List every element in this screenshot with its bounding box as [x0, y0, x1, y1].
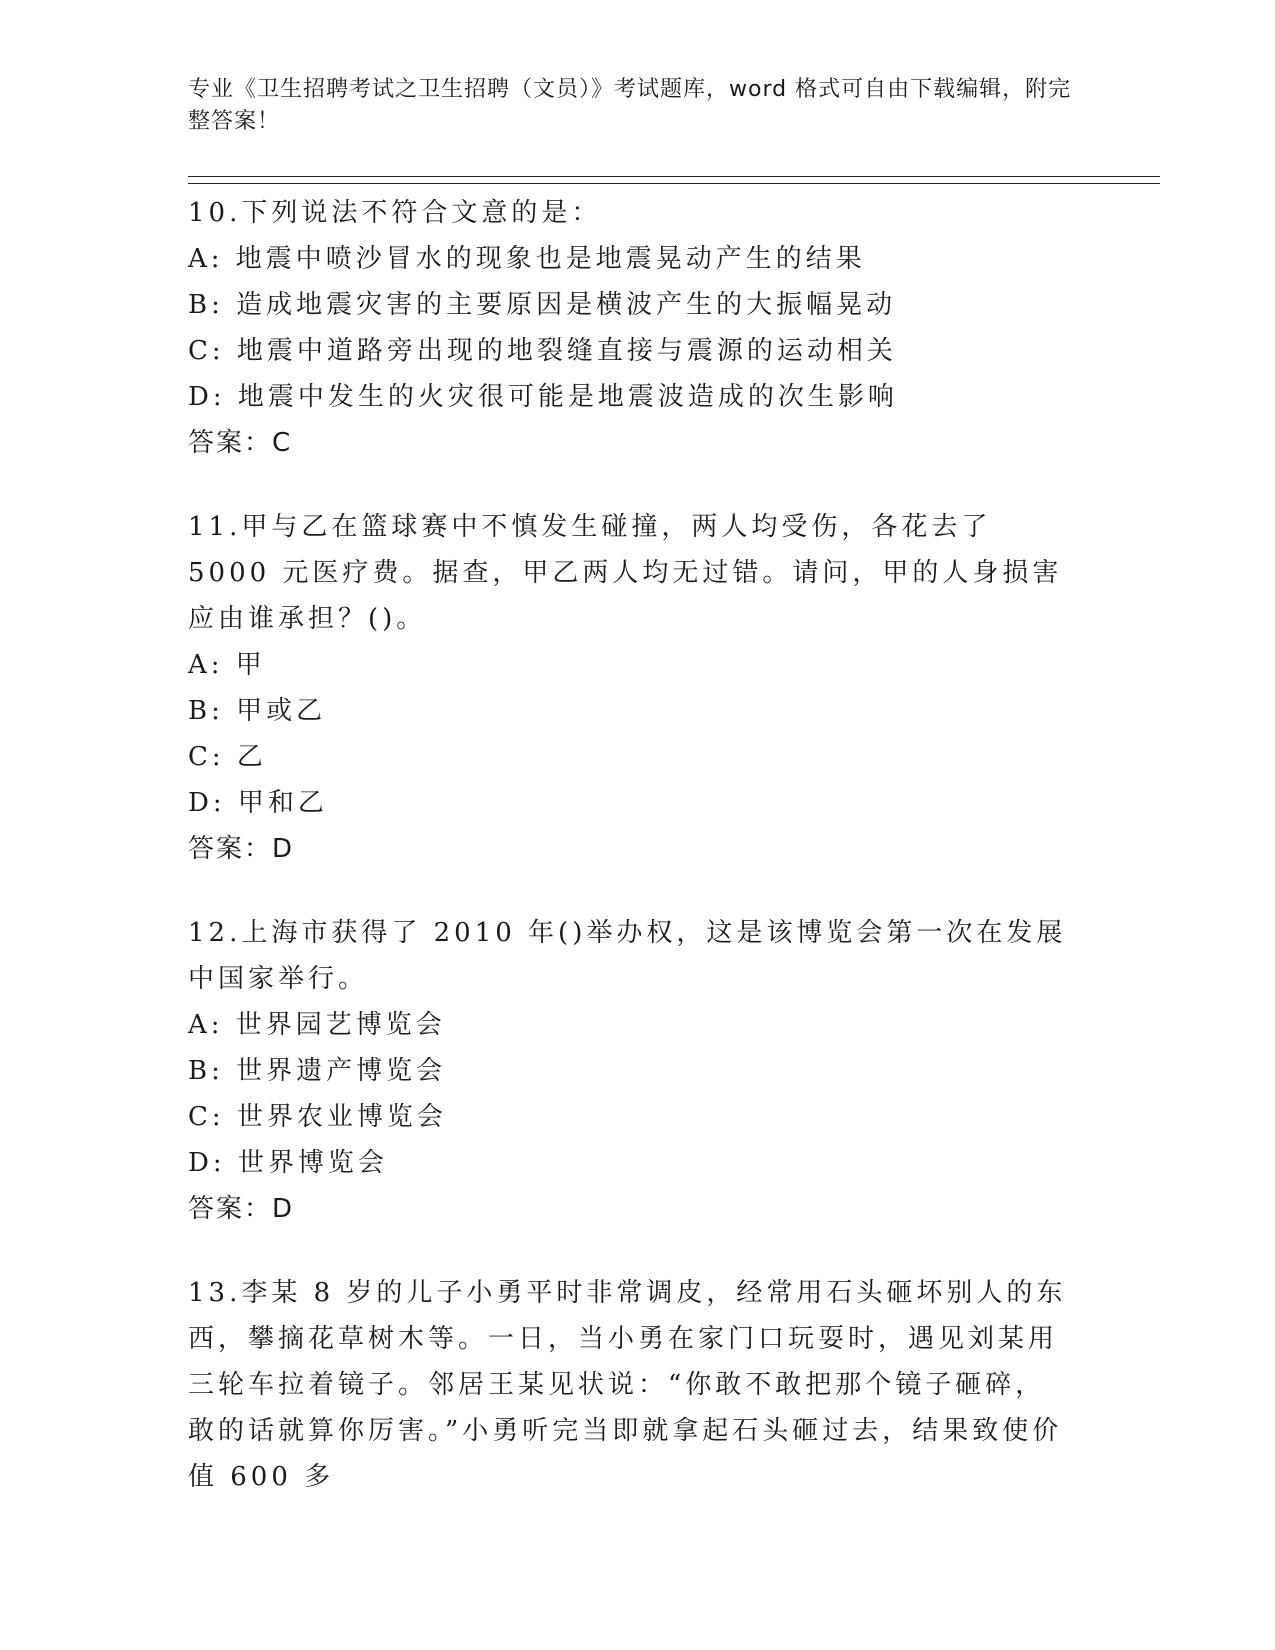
header-divider-bottom [188, 183, 1160, 184]
option-a: A: 甲 [188, 650, 266, 680]
answer-line: 答案：C [188, 428, 293, 458]
answer-line: 答案：D [188, 1194, 295, 1224]
question-11 [188, 504, 1068, 872]
option-b: B: 世界遗产博览会 [188, 1056, 447, 1086]
option-b: B: 造成地震灾害的主要原因是横波产生的大振幅晃动 [188, 290, 897, 320]
question-text: 13.李某 8 岁的儿子小勇平时非常调皮，经常用石头砸坏别人的东西，攀摘花草树木等。一日，当小勇在家门口玩耍时，遇见刘某用三轮车拉着镜子。邻居王某见状说：“你敢不敢把那个镜子砸碎，敢的话就算你厉害。”小勇听完当即就拿起石头砸过去，结果致使价值 600 多 [188, 1278, 1067, 1492]
answer-line: 答案：D [188, 834, 295, 864]
option-c: C: 世界农业博览会 [188, 1102, 447, 1132]
option-d: D: 甲和乙 [188, 788, 328, 818]
option-b: B: 甲或乙 [188, 696, 327, 726]
option-a: A: 世界园艺博览会 [188, 1010, 446, 1040]
question-12 [188, 910, 1068, 1232]
question-13 [188, 1270, 1068, 1500]
option-c: C: 地震中道路旁出现的地裂缝直接与震源的运动相关 [188, 336, 897, 366]
option-d: D: 地震中发生的火灾很可能是地震波造成的次生影响 [188, 382, 898, 412]
option-d: D: 世界博览会 [188, 1148, 388, 1178]
header-divider-top [188, 176, 1160, 177]
question-text: 11.甲与乙在篮球赛中不慎发生碰撞，两人均受伤，各花去了 5000 元医疗费。据查，甲乙两人均无过错。请问，甲的人身损害应由谁承担？()。 [188, 512, 1063, 634]
question-list [188, 190, 1068, 1538]
question-text: 10.下列说法不符合文意的是： [188, 198, 602, 228]
document-header: 专业《卫生招聘考试之卫生招聘（文员）》考试题库，word 格式可自由下载编辑，附完整答案！ [188, 77, 1072, 134]
question-text: 12.上海市获得了 2010 年()举办权，这是该博览会第一次在发展中国家举行。 [188, 918, 1067, 994]
question-10 [188, 190, 1068, 466]
option-c: C: 乙 [188, 742, 267, 772]
option-a: A: 地震中喷沙冒水的现象也是地震晃动产生的结果 [188, 244, 866, 274]
